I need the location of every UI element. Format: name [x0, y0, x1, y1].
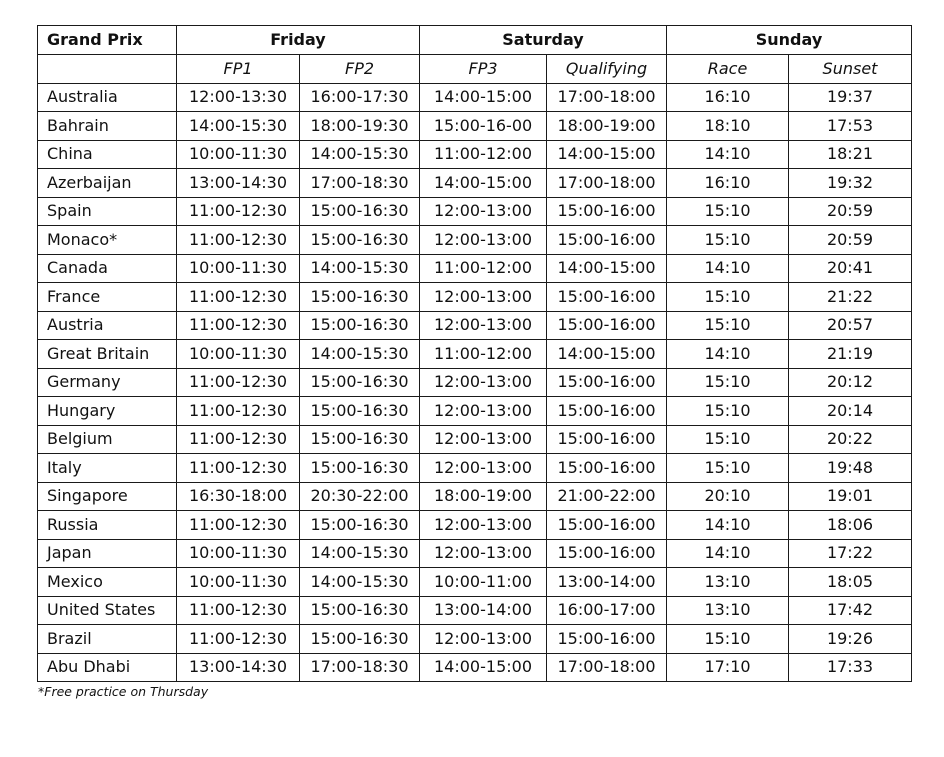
fp2-cell: 15:00-16:30 — [300, 368, 420, 397]
table-row — [38, 511, 912, 540]
sunset-cell: 17:53 — [789, 112, 912, 141]
fp1-cell: 14:00-15:30 — [177, 112, 300, 141]
fp3-cell: 12:00-13:00 — [420, 511, 547, 540]
sunset-cell: 18:06 — [789, 511, 912, 540]
sunset-cell: 19:37 — [789, 83, 912, 112]
qualifying-cell: 15:00-16:00 — [547, 539, 667, 568]
sub-header-empty — [38, 55, 177, 84]
race-cell: 15:10 — [667, 625, 789, 654]
race-cell: 20:10 — [667, 482, 789, 511]
qualifying-cell: 17:00-18:00 — [547, 653, 667, 682]
table-row — [38, 539, 912, 568]
fp2-cell: 15:00-16:30 — [300, 397, 420, 426]
table-row — [38, 112, 912, 141]
fp3-cell: 12:00-13:00 — [420, 425, 547, 454]
race-cell: 14:10 — [667, 140, 789, 169]
sub-header-fp2: FP2 — [300, 55, 420, 84]
fp2-cell: 15:00-16:30 — [300, 425, 420, 454]
sunset-cell: 20:12 — [789, 368, 912, 397]
fp1-cell: 11:00-12:30 — [177, 283, 300, 312]
qualifying-cell: 15:00-16:00 — [547, 283, 667, 312]
fp2-cell: 14:00-15:30 — [300, 340, 420, 369]
grand-prix-cell: United States — [38, 596, 177, 625]
table-row — [38, 254, 912, 283]
sunset-cell: 20:41 — [789, 254, 912, 283]
grand-prix-cell: Singapore — [38, 482, 177, 511]
sunset-cell: 19:26 — [789, 625, 912, 654]
fp3-cell: 12:00-13:00 — [420, 539, 547, 568]
sunset-cell: 17:22 — [789, 539, 912, 568]
race-cell: 13:10 — [667, 596, 789, 625]
grand-prix-cell: Mexico — [38, 568, 177, 597]
table-row — [38, 226, 912, 255]
sunset-cell: 19:01 — [789, 482, 912, 511]
group-header-row — [38, 26, 912, 55]
grand-prix-cell: Australia — [38, 83, 177, 112]
sunset-cell: 21:22 — [789, 283, 912, 312]
fp3-cell: 14:00-15:00 — [420, 83, 547, 112]
fp2-cell: 18:00-19:30 — [300, 112, 420, 141]
sunset-cell: 18:05 — [789, 568, 912, 597]
fp2-cell: 15:00-16:30 — [300, 283, 420, 312]
qualifying-cell: 15:00-16:00 — [547, 311, 667, 340]
fp3-cell: 14:00-15:00 — [420, 653, 547, 682]
grand-prix-cell: France — [38, 283, 177, 312]
fp3-cell: 18:00-19:00 — [420, 482, 547, 511]
qualifying-cell: 17:00-18:00 — [547, 83, 667, 112]
fp1-cell: 10:00-11:30 — [177, 254, 300, 283]
fp3-cell: 14:00-15:00 — [420, 169, 547, 198]
grand-prix-cell: Russia — [38, 511, 177, 540]
grand-prix-cell: Monaco* — [38, 226, 177, 255]
sub-header-race: Race — [667, 55, 789, 84]
sunset-cell: 17:42 — [789, 596, 912, 625]
race-cell: 15:10 — [667, 311, 789, 340]
footnote: *Free practice on Thursday — [38, 684, 209, 699]
fp2-cell: 15:00-16:30 — [300, 454, 420, 483]
race-cell: 15:10 — [667, 454, 789, 483]
sub-header-fp1: FP1 — [177, 55, 300, 84]
sunset-cell: 20:59 — [789, 226, 912, 255]
table-row — [38, 83, 912, 112]
race-cell: 17:10 — [667, 653, 789, 682]
table-row — [38, 568, 912, 597]
grand-prix-cell: Great Britain — [38, 340, 177, 369]
fp2-cell: 14:00-15:30 — [300, 140, 420, 169]
header-grand-prix: Grand Prix — [38, 26, 177, 55]
race-cell: 15:10 — [667, 197, 789, 226]
sub-header-row — [38, 55, 912, 84]
fp1-cell: 10:00-11:30 — [177, 340, 300, 369]
qualifying-cell: 14:00-15:00 — [547, 340, 667, 369]
race-cell: 14:10 — [667, 539, 789, 568]
fp3-cell: 12:00-13:00 — [420, 311, 547, 340]
sunset-cell: 19:48 — [789, 454, 912, 483]
header-sunday: Sunday — [667, 26, 912, 55]
qualifying-cell: 21:00-22:00 — [547, 482, 667, 511]
sunset-cell: 20:14 — [789, 397, 912, 426]
header-saturday: Saturday — [420, 26, 667, 55]
fp3-cell: 12:00-13:00 — [420, 368, 547, 397]
sunset-cell: 18:21 — [789, 140, 912, 169]
fp2-cell: 15:00-16:30 — [300, 625, 420, 654]
race-cell: 18:10 — [667, 112, 789, 141]
fp3-cell: 11:00-12:00 — [420, 254, 547, 283]
fp2-cell: 15:00-16:30 — [300, 596, 420, 625]
fp3-cell: 12:00-13:00 — [420, 454, 547, 483]
fp1-cell: 13:00-14:30 — [177, 653, 300, 682]
race-cell: 15:10 — [667, 368, 789, 397]
race-cell: 15:10 — [667, 397, 789, 426]
fp1-cell: 11:00-12:30 — [177, 596, 300, 625]
fp1-cell: 10:00-11:30 — [177, 140, 300, 169]
fp3-cell: 12:00-13:00 — [420, 226, 547, 255]
sunset-cell: 21:19 — [789, 340, 912, 369]
sunset-cell: 17:33 — [789, 653, 912, 682]
grand-prix-cell: Belgium — [38, 425, 177, 454]
fp1-cell: 11:00-12:30 — [177, 454, 300, 483]
table-row — [38, 625, 912, 654]
grand-prix-cell: Bahrain — [38, 112, 177, 141]
race-cell: 14:10 — [667, 340, 789, 369]
qualifying-cell: 16:00-17:00 — [547, 596, 667, 625]
qualifying-cell: 14:00-15:00 — [547, 140, 667, 169]
grand-prix-cell: Austria — [38, 311, 177, 340]
fp2-cell: 20:30-22:00 — [300, 482, 420, 511]
sunset-cell: 19:32 — [789, 169, 912, 198]
sub-header-fp3: FP3 — [420, 55, 547, 84]
fp2-cell: 14:00-15:30 — [300, 568, 420, 597]
sunset-cell: 20:59 — [789, 197, 912, 226]
table-row — [38, 197, 912, 226]
fp1-cell: 11:00-12:30 — [177, 368, 300, 397]
race-cell: 16:10 — [667, 83, 789, 112]
qualifying-cell: 15:00-16:00 — [547, 625, 667, 654]
race-cell: 15:10 — [667, 226, 789, 255]
fp3-cell: 12:00-13:00 — [420, 283, 547, 312]
fp1-cell: 11:00-12:30 — [177, 311, 300, 340]
table-row — [38, 311, 912, 340]
fp2-cell: 15:00-16:30 — [300, 197, 420, 226]
fp3-cell: 12:00-13:00 — [420, 197, 547, 226]
table-row — [38, 425, 912, 454]
table-row — [38, 340, 912, 369]
table-row — [38, 169, 912, 198]
qualifying-cell: 17:00-18:00 — [547, 169, 667, 198]
table-row — [38, 283, 912, 312]
race-cell: 15:10 — [667, 425, 789, 454]
fp3-cell: 12:00-13:00 — [420, 625, 547, 654]
grand-prix-cell: Canada — [38, 254, 177, 283]
fp1-cell: 10:00-11:30 — [177, 539, 300, 568]
fp1-cell: 11:00-12:30 — [177, 625, 300, 654]
fp3-cell: 15:00-16-00 — [420, 112, 547, 141]
schedule-body — [38, 83, 912, 682]
fp1-cell: 11:00-12:30 — [177, 197, 300, 226]
table-row — [38, 596, 912, 625]
race-cell: 15:10 — [667, 283, 789, 312]
grand-prix-cell: Japan — [38, 539, 177, 568]
table-row — [38, 454, 912, 483]
qualifying-cell: 15:00-16:00 — [547, 368, 667, 397]
fp2-cell: 17:00-18:30 — [300, 169, 420, 198]
fp1-cell: 10:00-11:30 — [177, 568, 300, 597]
qualifying-cell: 15:00-16:00 — [547, 454, 667, 483]
grand-prix-cell: Hungary — [38, 397, 177, 426]
fp2-cell: 16:00-17:30 — [300, 83, 420, 112]
header-friday: Friday — [177, 26, 420, 55]
sub-header-sunset: Sunset — [789, 55, 912, 84]
qualifying-cell: 15:00-16:00 — [547, 425, 667, 454]
fp3-cell: 10:00-11:00 — [420, 568, 547, 597]
fp1-cell: 11:00-12:30 — [177, 511, 300, 540]
fp1-cell: 12:00-13:30 — [177, 83, 300, 112]
race-cell: 16:10 — [667, 169, 789, 198]
fp2-cell: 15:00-16:30 — [300, 226, 420, 255]
table-row — [38, 368, 912, 397]
fp3-cell: 12:00-13:00 — [420, 397, 547, 426]
sunset-cell: 20:22 — [789, 425, 912, 454]
qualifying-cell: 14:00-15:00 — [547, 254, 667, 283]
fp1-cell: 11:00-12:30 — [177, 397, 300, 426]
qualifying-cell: 18:00-19:00 — [547, 112, 667, 141]
table-row — [38, 482, 912, 511]
fp2-cell: 14:00-15:30 — [300, 539, 420, 568]
fp3-cell: 11:00-12:00 — [420, 340, 547, 369]
sunset-cell: 20:57 — [789, 311, 912, 340]
fp3-cell: 13:00-14:00 — [420, 596, 547, 625]
fp1-cell: 11:00-12:30 — [177, 226, 300, 255]
grand-prix-cell: Azerbaijan — [38, 169, 177, 198]
qualifying-cell: 15:00-16:00 — [547, 197, 667, 226]
grand-prix-cell: Germany — [38, 368, 177, 397]
qualifying-cell: 15:00-16:00 — [547, 397, 667, 426]
qualifying-cell: 15:00-16:00 — [547, 511, 667, 540]
fp2-cell: 15:00-16:30 — [300, 311, 420, 340]
sub-header-qualifying: Qualifying — [547, 55, 667, 84]
fp1-cell: 11:00-12:30 — [177, 425, 300, 454]
fp1-cell: 13:00-14:30 — [177, 169, 300, 198]
race-cell: 14:10 — [667, 254, 789, 283]
grand-prix-cell: Spain — [38, 197, 177, 226]
qualifying-cell: 13:00-14:00 — [547, 568, 667, 597]
fp2-cell: 14:00-15:30 — [300, 254, 420, 283]
fp3-cell: 11:00-12:00 — [420, 140, 547, 169]
race-cell: 14:10 — [667, 511, 789, 540]
grand-prix-cell: Italy — [38, 454, 177, 483]
fp1-cell: 16:30-18:00 — [177, 482, 300, 511]
race-cell: 13:10 — [667, 568, 789, 597]
table-row — [38, 397, 912, 426]
qualifying-cell: 15:00-16:00 — [547, 226, 667, 255]
grand-prix-cell: China — [38, 140, 177, 169]
grand-prix-cell: Abu Dhabi — [38, 653, 177, 682]
table-row — [38, 653, 912, 682]
fp2-cell: 17:00-18:30 — [300, 653, 420, 682]
grand-prix-schedule-table — [37, 25, 912, 682]
grand-prix-cell: Brazil — [38, 625, 177, 654]
fp2-cell: 15:00-16:30 — [300, 511, 420, 540]
table-row — [38, 140, 912, 169]
